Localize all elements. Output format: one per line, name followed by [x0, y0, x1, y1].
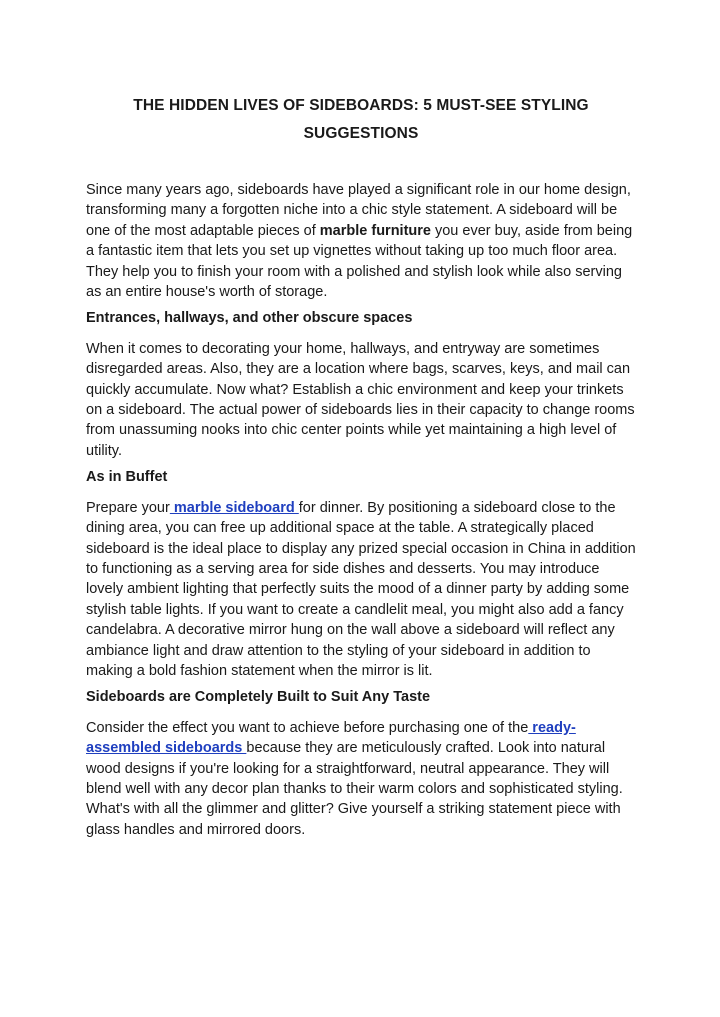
intro-paragraph	[86, 180, 636, 302]
section-text-buffet	[86, 498, 636, 682]
section-heading-taste: Sideboards are Completely Built to Suit Any Taste	[86, 689, 431, 706]
buffet-text-start: Prepare your	[86, 499, 170, 516]
section-text-taste	[86, 718, 636, 840]
taste-text-end: because they are meticulously crafted. Look into natural wood designs if you're looking for a straightforward, neutral appearance. They will blend well with any decor plan thanks to their warm colors and sophisticated styling. What's with all the glimmer and glitter? Give yourself a striking statement piece with glass handles and mirrored doors.	[86, 740, 623, 838]
section-text-entrances: When it comes to decorating your home, hallways, and entryway are sometimes disregarded areas. Also, they are a location where bags, scarves, keys, and mail can quickly accumulate. Now what? Establish a chic environment and keep your trinkets on a sideboard. The actual power of sideboards lies in their capacity to change rooms from unassuming nooks into chic center points while yet maintaining a high level of utility.	[86, 340, 635, 459]
section-heading-entrances: Entrances, hallways, and other obscure spaces	[86, 310, 413, 327]
taste-text-start: Consider the effect you want to achieve before purchasing one of the	[86, 719, 529, 736]
intro-text-end: you ever buy, aside from being a fantastic item that lets you set up vignettes without taking up too much floor area. They help you to finish your room with a polished and stylish look while also serving as an entire house's worth of storage.	[86, 222, 633, 301]
marble-sideboard-link[interactable]: marble sideboard	[169, 499, 299, 516]
buffet-text-end: for dinner. By positioning a sideboard close to the dining area, you can free up additional space at the table. A strategically placed sideboard is the ideal place to display any prized special occasion in China in addition to functioning as a serving area for side dishes and desserts. You may introduce lovely ambient lighting that perfectly suits the mood of a dinner party by adding some stylish table lights. If you want to create a candlelit meal, you might also add a fancy candelabra. A decorative mirror hung on the wall above a sideboard will reflect any ambiance light and draw attention to the styling of your sideboard in addition to making a bold fashion statement when the mirror is lit.	[86, 499, 636, 679]
document-page	[86, 92, 636, 846]
intro-text-start: Since many years ago, sideboards have played a significant role in our home design, transforming many a forgotten niche into a chic style statement. A sideboard will be one of the most adaptable pieces of	[86, 182, 631, 239]
document-title: THE HIDDEN LIVES OF SIDEBOARDS: 5 MUST-SEE STYLING SUGGESTIONS	[133, 97, 589, 142]
ready-assembled-sideboards-link[interactable]: ready-assembled sideboards	[86, 719, 576, 757]
section-heading-buffet: As in Buffet	[86, 469, 168, 486]
intro-bold-term: marble furniture	[319, 222, 431, 239]
